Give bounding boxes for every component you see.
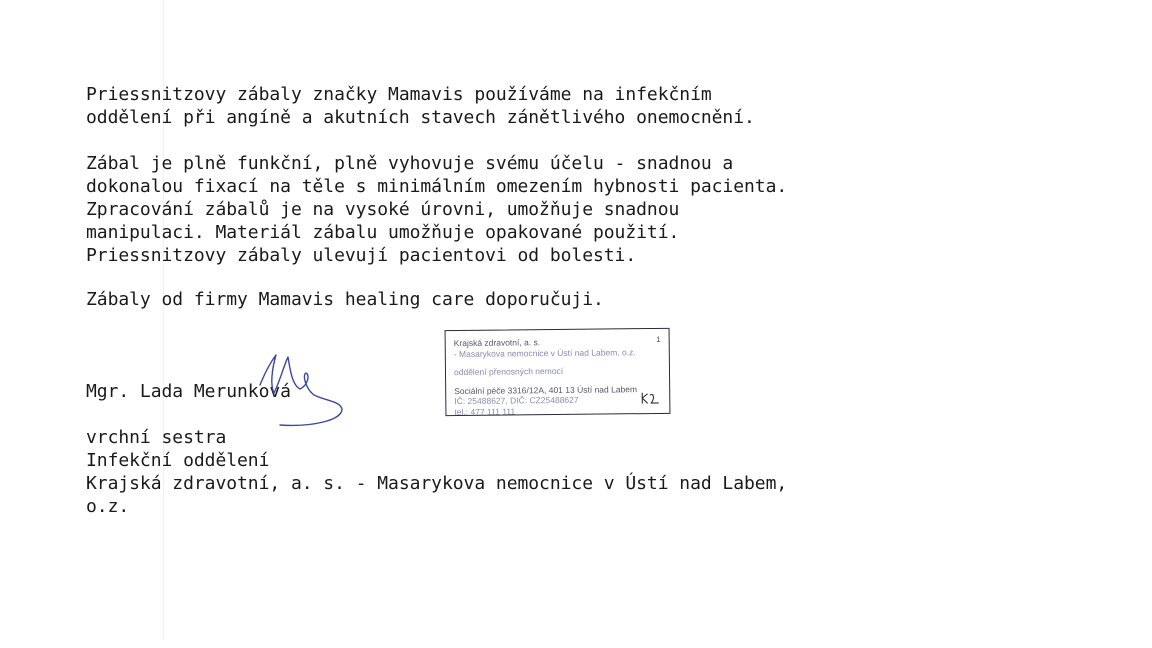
stamp-line-hospital: - Masarykova nemocnice v Ústí nad Labem, o.z. <box>453 346 636 359</box>
stamp-number: 1 <box>656 334 661 344</box>
signatory-details: vrchní sestra Infekční oddělení Krajská zdravotní, a. s. - Masarykova nemocnice v Ústí nad Labem, o.z. <box>86 427 788 517</box>
stamp-initials-mark <box>639 391 661 405</box>
signatory-name: Mgr. Lada Merunková <box>86 381 291 402</box>
paragraph-recommendation: Zábaly od firmy Mamavis healing care doporučuji. <box>86 289 604 310</box>
stamp-line-ids: IČ: 25488627, DIČ: CZ25488627 <box>454 394 579 407</box>
stamp-line-company: Krajská zdravotní, a. s. <box>453 337 541 349</box>
stamp-line-address: Sociální péče 3316/12A, 401 13 Ústí nad Labem <box>454 383 638 396</box>
paragraph-usage: Priessnitzovy zábaly značky Mamavis používáme na infekčním oddělení při angíně a akutních stavech zánětlivého onemocnění. <box>86 84 755 128</box>
stamp-line-department: oddělení přenosných nemocí <box>453 365 564 378</box>
institution-stamp <box>445 328 671 416</box>
stamp-line-phone: tel.: 477 111 111 <box>454 405 516 417</box>
paragraph-evaluation: Zábal je plně funkční, plně vyhovuje svému účelu - snadnou a dokonalou fixací na těle s minimálním omezením hybnosti pacienta. Zpracování zábalů je na vysoké úrovni, umožňuje snadnou manipulaci. Materiál zábalu umožňuje opakované použití. Priessnitzovy zábaly ulevují pacientovi od bolesti. <box>86 153 788 266</box>
handwritten-signature <box>230 345 350 435</box>
